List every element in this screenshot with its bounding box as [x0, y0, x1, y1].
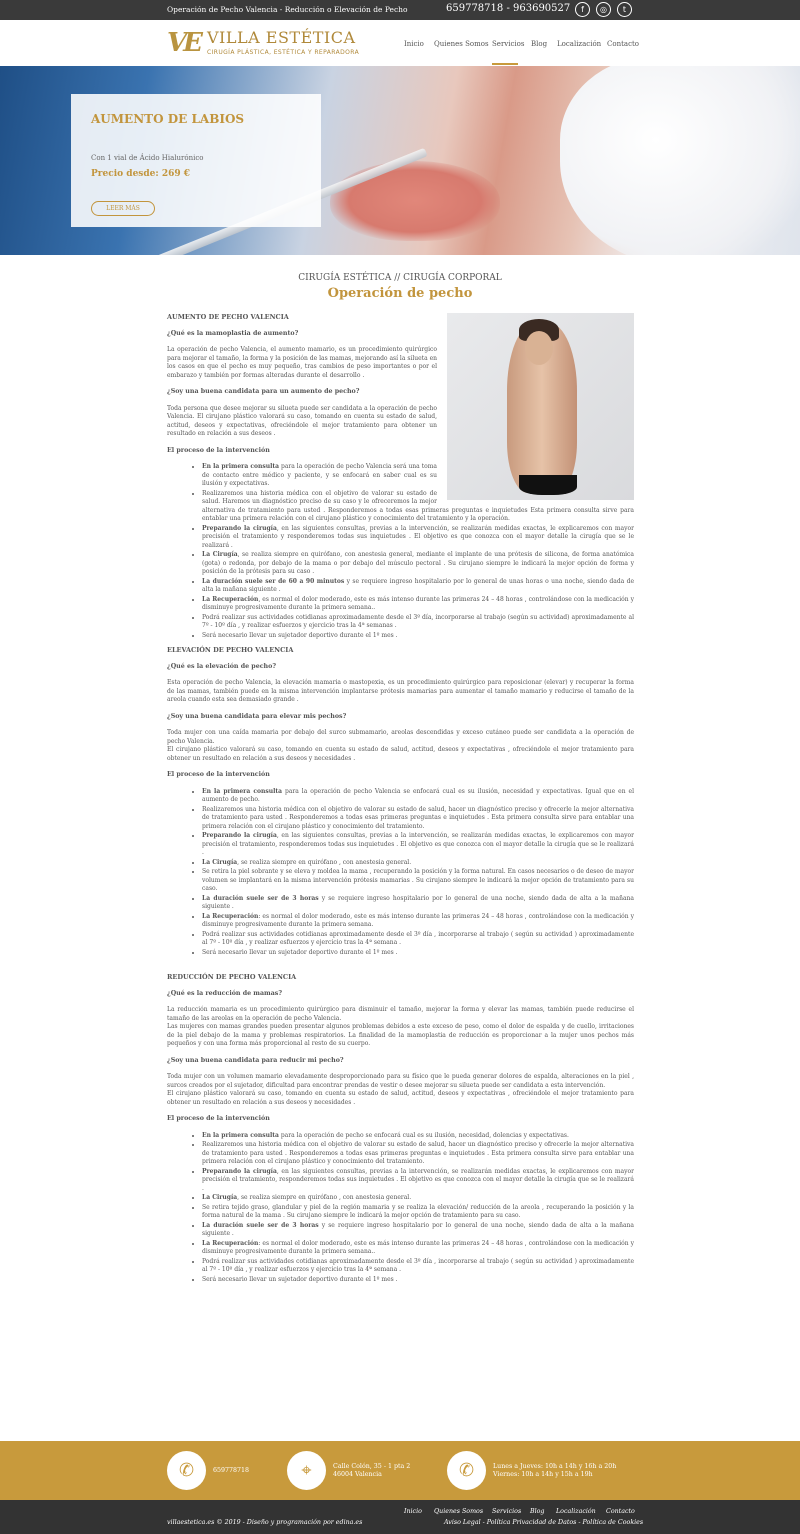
address-line-2: 46004 Valencia: [333, 1471, 382, 1478]
process-heading: El proceso de la intervención: [167, 446, 270, 454]
process-list: [202, 788, 634, 958]
paragraph: Toda mujer con una caída mamaria por debajo del surco submamario, areolas descendidas y exceso cutáneo puede ser candidata a la operación de pecho Valencia.: [167, 729, 634, 745]
list-item-text: Podrá realizar sus actividades cotidianas aproximadamente desde el 3º día, incorporarse al trabajo (según su actividad) aproximadamente al 7º - 10º día , y realizar esfuerzos y ejercicio tras la 4ª semanas .: [202, 613, 634, 629]
list-item-text: para la operación de pecho Valencia se enfocará cual es su ilusión, necesidad y expectativas. Igual que en el aumento de pecho.: [202, 787, 634, 803]
logo-mark: VE: [167, 28, 199, 58]
list-item-text: , se realiza siempre en quirófano , con anestesia general.: [237, 1194, 412, 1201]
paragraph: Toda persona que desee mejorar su silueta puede ser candidata a la operación de pecho Valencia. El cirujano plástico valorará su caso, tomando en cuenta su estado de salud, actitud, deseos y expectativas, ofreciéndole el mejor tratamiento para obtener un resultado en relación a sus deseos .: [167, 404, 437, 437]
list-item-text: Se retira tejido graso, glandular y piel de la región mamaria y se realiza la elevación/ reducción de la areola , recuperando la posición y la forma natural de la mama . Su cirujano siempre le indicará la mejor opción de tratamiento para su caso.: [202, 1203, 634, 1219]
list-item-lead: La Recuperación: [202, 595, 259, 603]
map-pin-icon: ⌖: [287, 1451, 326, 1490]
list-item: [202, 1276, 634, 1285]
list-item: [202, 1222, 634, 1239]
list-item: [202, 788, 634, 805]
section-heading-reduccion: REDUCCIÓN DE PECHO VALENCIA: [167, 973, 297, 981]
list-item: [202, 832, 634, 858]
main-content: [167, 313, 634, 1290]
question-heading: ¿Soy una buena candidata para un aumento de pecho?: [167, 388, 360, 395]
list-item: [202, 632, 634, 641]
list-item-text: , en las siguientes consultas, previas a la intervención, se realizarán medidas exactas, le explicaremos con mayor precisión el tratamiento y responderemos todas sus inquietudes . El objetivo es que conozca con el mayor detalle la cirugía que se le realizará .: [202, 524, 634, 549]
list-item-lead: Preparando la cirugía: [202, 1167, 277, 1175]
hero-title: AUMENTO DE LABIOS: [91, 112, 245, 126]
footer-nav-blog[interactable]: Blog: [530, 1508, 545, 1515]
spacer: [167, 963, 634, 973]
list-item-text: Se retira la piel sobrante y se eleva y moldea la mama , recuperando la posición y la forma natural. En casos necesarios o de deseo de mayor volumen se implantará en la misma intervención prótesis mamarias . Su cirujano siempre le indicará la mejor opción de tratamiento para su caso.: [202, 868, 634, 892]
question-heading: ¿Soy una buena candidata para elevar mis pechos?: [167, 712, 347, 720]
photo-briefs: [519, 475, 577, 495]
list-item: [202, 1141, 634, 1167]
page-title: Operación de pecho: [327, 286, 473, 301]
contact-footer: [0, 1441, 800, 1500]
process-list: [202, 1132, 634, 1285]
list-item-lead: La duración suele ser de 3 horas: [202, 894, 319, 902]
logo-name: VILLA ESTÉTICA: [207, 28, 356, 47]
hero-lips-image: [330, 161, 500, 241]
process-heading: El proceso de la intervención: [167, 771, 270, 778]
footer-nav-inicio[interactable]: Inicio: [404, 1508, 422, 1515]
hero-price: Precio desde: 269 €: [91, 169, 191, 179]
photo-head: [525, 331, 553, 365]
nav-inicio[interactable]: Inicio: [404, 40, 424, 48]
nav-active-indicator: [492, 63, 518, 65]
list-item-lead: Preparando la cirugía: [202, 524, 277, 532]
legal-links[interactable]: Aviso Legal - Política Privacidad de Datos - Política de Cookies: [444, 1519, 644, 1526]
list-item-text: Realizaremos una historia médica con el objetivo de valorar su estado de salud, hacer un diagnóstico preciso y ofrecerle la mejor alternativa de tratamiento para usted . Responderemos a todas esas primeras preguntas e inquietudes . Esta primera consulta sirve para entablar una primera relación con el cirujano plástico y conocimiento del tratamiento.: [202, 1141, 634, 1165]
read-more-button[interactable]: LEER MÁS: [91, 201, 155, 216]
list-item-text: , en las siguientes consultas, previas a la intervención, se realizarán medidas exactas, le explicaremos con mayor precisión el tratamiento, responderemos todas sus inquietudes . El objetivo es que conozca con el mayor detalle la cirugía que se le realizará .: [202, 1167, 634, 1192]
list-item: [202, 859, 634, 868]
list-item-lead: La duración suele ser de 60 a 90 minutos: [202, 577, 345, 585]
phone-icon: ✆: [167, 1451, 206, 1490]
paragraph: El cirujano plástico valorará su caso, tomando en cuenta su estado de salud, actitud, deseos y expectativas , ofreciéndole el mejor tratamiento para obtener un resultado en relación a sus deseos y necesidades .: [167, 746, 634, 762]
list-item-text: para la operación de pecho se enfocará cual es su ilusión, necesidad, dolencias y expectativas.: [278, 1131, 569, 1139]
footer-address: [333, 1463, 410, 1479]
site-header: [0, 20, 800, 66]
list-item-lead: Preparando la cirugía: [202, 832, 277, 839]
footer-nav-quienes-somos[interactable]: Quienes Somos: [434, 1508, 484, 1515]
list-item: [202, 1258, 634, 1275]
logo-subtitle: CIRUGÍA PLÁSTICA, ESTÉTICA Y REPARADORA: [207, 49, 360, 56]
nav-servicios[interactable]: Servicios: [492, 40, 525, 48]
hours-line-2: Viernes: 10h a 14h y 15h a 19h: [493, 1471, 593, 1478]
list-item: [202, 1132, 634, 1141]
paragraph: El cirujano plástico valorará su caso, tomando en cuenta su estado de salud, actitud, deseos y expectativas , ofreciéndole el mejor tratamiento para obtener un resultado en relación a sus deseos y necesidades .: [167, 1090, 634, 1106]
list-item: [202, 949, 634, 958]
hero-glove-image: [560, 66, 800, 255]
bottom-footer: [0, 1500, 800, 1534]
list-item: [202, 868, 634, 894]
list-item-text: : es normal el dolor moderado, este es más intenso durante las primeras 24 – 48 horas , controlándose con la medicación y disminuye progresivamente durante la primera semana.: [202, 912, 634, 928]
list-item-text: para la operación de pecho Valencia será una toma de contacto entre médico y paciente, y se enfocará en saber cual es su ilusión y expectativas.: [202, 463, 437, 487]
list-item-text: Será necesario llevar un sujetador deportivo durante el 1º mes .: [202, 631, 398, 639]
nav-contacto[interactable]: Contacto: [607, 40, 640, 48]
facebook-icon[interactable]: f: [575, 2, 590, 17]
process-heading: El proceso de la intervención: [167, 1115, 270, 1122]
list-item-lead: La Cirugía: [202, 551, 238, 558]
paragraph: Las mujeres con mamas grandes pueden presentar algunos problemas debidos a este exceso de peso, como el dolor de espalda y de cuello, irritaciones de la piel debajo de la mama y problemas respiratorios. La finalidad de la mamoplastia de reducción es proporcionar a la mujer unos pechos más pequeños y con una forma más proporcional al resto de su cuerpo.: [167, 1023, 634, 1047]
nav-localizacion[interactable]: Localización: [557, 40, 602, 48]
nav-blog[interactable]: Blog: [531, 40, 548, 48]
question-heading: ¿Qué es la reducción de mamas?: [167, 989, 283, 997]
list-item: [202, 931, 634, 948]
question-heading: ¿Soy una buena candidata para reducir mi pecho?: [167, 1056, 344, 1064]
list-item: [202, 596, 634, 613]
list-item-text: y se requiere ingreso hospitalario por lo general de unas horas o una noche, siendo dada de alta la mañana siguiente .: [202, 577, 634, 593]
list-item-text: Será necesario llevar un sujetador deportivo durante el 1º mes .: [202, 1275, 398, 1283]
footer-hours: [493, 1463, 616, 1479]
list-item-lead: En la primera consulta: [202, 1131, 279, 1139]
copyright: villaestetica.es © 2019 - Diseño y programación por edina.es: [167, 1519, 363, 1526]
list-item: [202, 1168, 634, 1194]
site-logo[interactable]: [167, 28, 360, 58]
hero-subtitle: Con 1 vial de Ácido Hialurónico: [91, 154, 204, 162]
breadcrumb: CIRUGÍA ESTÉTICA // CIRUGÍA CORPORAL: [298, 273, 502, 283]
list-item-lead: La Cirugía: [202, 858, 238, 866]
list-item: [202, 1194, 634, 1203]
list-item: [202, 1240, 634, 1257]
list-item-lead: La Recuperación: [202, 1239, 259, 1247]
nav-quienes-somos[interactable]: Quienes Somos: [434, 40, 489, 48]
list-item-text: : es normal el dolor moderado, este es más intenso durante las primeras 24 – 48 horas , controlándose con la medicación y disminuye progresivamente durante la primera semana..: [202, 1239, 634, 1255]
question-heading: ¿Qué es la mamoplastia de aumento?: [167, 329, 299, 337]
list-item: [202, 895, 634, 912]
footer-nav-servicios[interactable]: Servicios: [492, 1508, 522, 1515]
list-item-text: , es normal el dolor moderado, este es más intenso durante las primeras 24 – 48 horas , controlándose con la medicación y disminuye progresivamente durante la primera semana..: [202, 595, 634, 611]
top-phones[interactable]: 659778718 - 963690527: [446, 3, 571, 14]
top-bar: [0, 0, 800, 20]
list-item-text: , se realiza siempre en quirófano , con anestesia general.: [237, 858, 412, 866]
paragraph: La operación de pecho Valencia, el aumento mamario, es un procedimiento quirúrgico para mejorar el tamaño, la forma y la posición de las mamas, mejorando así la silueta en los casos en que el pecho es muy pequeño, tras cambios de peso importantes o por el embarazo y también por formas alteradas durante el desarrollo .: [167, 346, 437, 379]
list-item-lead: La duración suele ser de 3 horas: [202, 1221, 319, 1229]
list-item: [202, 1204, 634, 1221]
list-item: [202, 806, 634, 832]
list-item-text: , en las siguientes consultas, previas a la intervención, se realizarán medidas exactas, le explicaremos con mayor precisión el tratamiento, responderemos todas sus inquietudes . El objetivo es que conozca con el mayor detalle la cirugía que se le realizará .: [202, 832, 634, 856]
list-item: [202, 525, 634, 551]
footer-nav-contacto[interactable]: Contacto: [606, 1508, 635, 1515]
clock-phone-icon: ✆: [447, 1451, 486, 1490]
hero-card: [71, 94, 321, 227]
list-item: [202, 578, 634, 595]
hours-line-1: Lunes a Jueves: 10h a 14h y 16h a 20h: [493, 1463, 617, 1470]
list-item-lead: La Cirugía: [202, 1194, 238, 1201]
list-item-text: Será necesario llevar un sujetador deportivo durante el 1º mes .: [202, 948, 398, 956]
list-item-text: Podrá realizar sus actividades cotidianas aproximadamente desde el 3º día , incorporarse al trabajo ( según su actividad ) aproximadamente al 7º - 10º día , y realizar esfuerzos y ejercicio tras la 4ª semana .: [202, 930, 634, 946]
paragraph: Esta operación de pecho Valencia, la elevación mamaria o mastopexia, es un procedimiento quirúrgico para reposicionar (elevar) y recuperar la forma de las mamas, también puede en la misma intervención implantarse prótesis mamarias para aumentar el tamaño mamario y reducirse el tamaño de la areola cuando esta sea demasiado grande .: [167, 679, 634, 703]
list-item-text: , se realiza siempre en quirófano, con anestesia general, mediante el implante de una prótesis de silicona, de forma anatómica (gota) o redonda, por debajo de la mama o por debajo del músculo pectoral . Su cirujano siempre le indicará la mejor opción de forma y posición de la prótesis para su caso .: [202, 551, 634, 575]
model-photo: [447, 313, 634, 500]
footer-phone[interactable]: 659778718: [213, 1467, 250, 1474]
footer-nav-localizacion[interactable]: Localización: [556, 1508, 596, 1515]
list-item-text: y se requiere ingreso hospitalario por lo general de una noche, siendo dada de alta a la mañana siguiente .: [202, 1221, 634, 1237]
address-line-1: Calle Colón, 35 - 1 pta 2: [333, 1463, 411, 1470]
list-item-text: y se requiere ingreso hospitalario por lo general de una noche, siendo dada de alta a la mañana siguiente .: [202, 894, 634, 910]
twitter-icon[interactable]: t: [617, 2, 632, 17]
list-item-text: Realizaremos una historia médica con el objetivo de valorar su estado de salud. Haremos un diagnóstico preciso de su caso y le ofreceremos la mejor alternativa de tratamiento para usted . Responderemos a todas esas primeras preguntas e inquietudes Esta primera consulta sirve para entablar una primera relación con el cirujano plástico y conocimiento del tratamiento y la operación.: [202, 489, 634, 522]
list-item: [202, 913, 634, 930]
list-item-text: Podrá realizar sus actividades cotidianas aproximadamente desde el 3º día , incorporarse al trabajo ( según su actividad ) aproximadamente al 7º - 10º día , y realizar esfuerzos y ejercicio tras la 4ª semana .: [202, 1257, 634, 1273]
paragraph: La reducción mamaria es un procedimiento quirúrgico para disminuir el tamaño, mejorar la forma y elevar las mamas, también puede reducirse el tamaño de las areolas en la operación de pecho Valencia.: [167, 1006, 634, 1022]
question-heading: ¿Qué es la elevación de pecho?: [167, 662, 277, 670]
section-heading-elevacion: ELEVACIÓN DE PECHO VALENCIA: [167, 646, 294, 654]
section-heading-aumento: AUMENTO DE PECHO VALENCIA: [167, 313, 289, 321]
list-item-text: Realizaremos una historia médica con el objetivo de valorar su estado de salud, hacer un diagnóstico preciso y ofrecerle la mejor alternativa de tratamiento para usted . Responderemos a todas esas primeras preguntas e inquietudes . Esta primera consulta sirve para entablar una primera relación con el cirujano plástico y conocimiento del tratamiento.: [202, 805, 634, 830]
list-item-lead: La Recuperación: [202, 912, 259, 920]
list-item: [202, 551, 634, 577]
list-item-lead: En la primera consulta: [202, 463, 280, 470]
paragraph: Toda mujer con un volumen mamario elevadamente desproporcionado para su físico que le pueda generar dolores de espalda, alteraciones en la piel , surcos creados por el sujetador, dificultad para encontrar prendas de vestir o desee mejorar su silueta puede ser candidata a esta intervención.: [167, 1073, 634, 1089]
top-tagline: Operación de Pecho Valencia - Reducción o Elevación de Pecho: [167, 5, 408, 14]
list-item: [202, 614, 634, 631]
instagram-icon[interactable]: ◎: [596, 2, 611, 17]
list-item-lead: En la primera consulta: [202, 787, 283, 795]
